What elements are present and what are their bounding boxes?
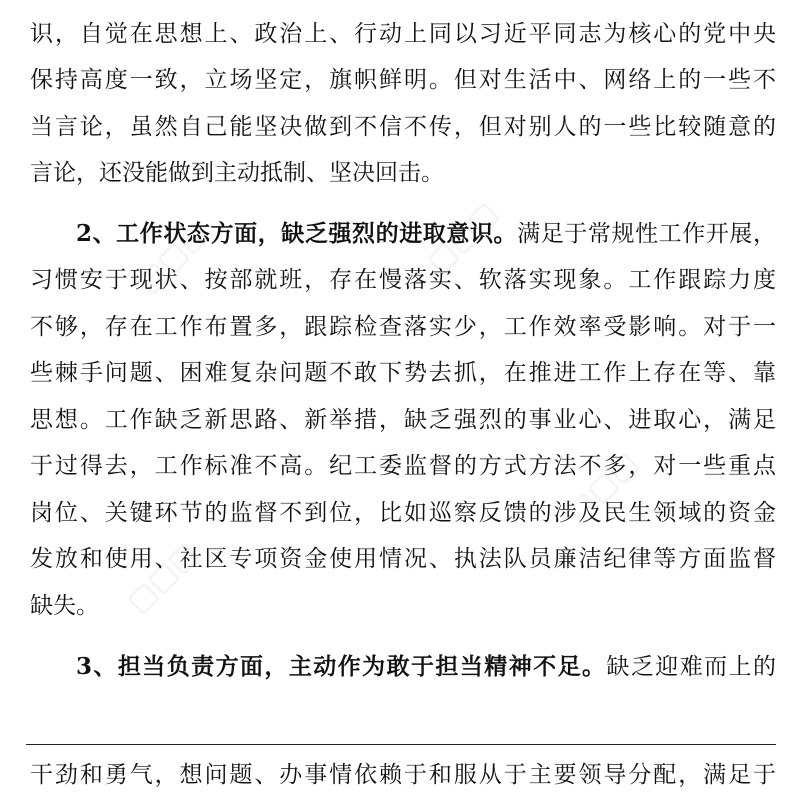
paragraph-line: 于过得去，工作标准不高。纪工委监督的方式方法不多，对一些重点 [30, 453, 776, 479]
paragraph-line: 不够，存在工作布置多，跟踪检查落实少，工作效率受影响。对于一 [30, 314, 776, 340]
paragraph-line: 发放和使用、社区专项资金使用情况、执法队员廉洁纪律等方面监督 [30, 546, 776, 572]
section-3-first-line [76, 647, 776, 687]
paragraph-line: 保持高度一致，立场坚定，旗帜鲜明。但对生活中、网络上的一些不 [30, 67, 776, 93]
paragraph-line: 思想。工作缺乏新思路、新举措，缺乏强烈的事业心、进取心，满足 [30, 407, 776, 433]
next-page-line: 干劲和勇气，想问题、办事情依赖于和服从于主要领导分配，满足于 [30, 762, 776, 788]
section-2-first-line [76, 214, 776, 254]
paragraph-line: 言论，还没能做到主动抵制、坚决回击。 [30, 160, 444, 186]
paragraph-line: 习惯安于现状、按部就班，存在慢落实、软落实现象。工作跟踪力度 [30, 267, 776, 293]
page-break-divider [26, 744, 776, 745]
paragraph-line: 岗位、关键环节的监督不到位，比如巡察反馈的涉及民生领域的资金 [30, 500, 776, 526]
section-3-heading: 3、担当负责方面，主动作为敢于担当精神不足。 [76, 653, 607, 680]
paragraph-line: 识，自觉在思想上、政治上、行动上同以习近平同志为核心的党中央 [30, 21, 776, 47]
paragraph-line: 些棘手问题、困难复杂问题不敢下势去抓，在推进工作上存在等、靠 [30, 360, 776, 386]
section-3-first-line-rest: 缺乏迎难而上的 [606, 654, 776, 680]
paragraph-line: 当言论，虽然自己能坚决做到不信不传，但对别人的一些比较随意的 [30, 114, 776, 140]
section-2-first-line-rest: 满足于常规性工作开展， [517, 221, 776, 247]
section-2-heading: 2、工作状态方面，缺乏强烈的进取意识。 [76, 220, 518, 247]
paragraph-line: 缺失。 [30, 593, 99, 619]
